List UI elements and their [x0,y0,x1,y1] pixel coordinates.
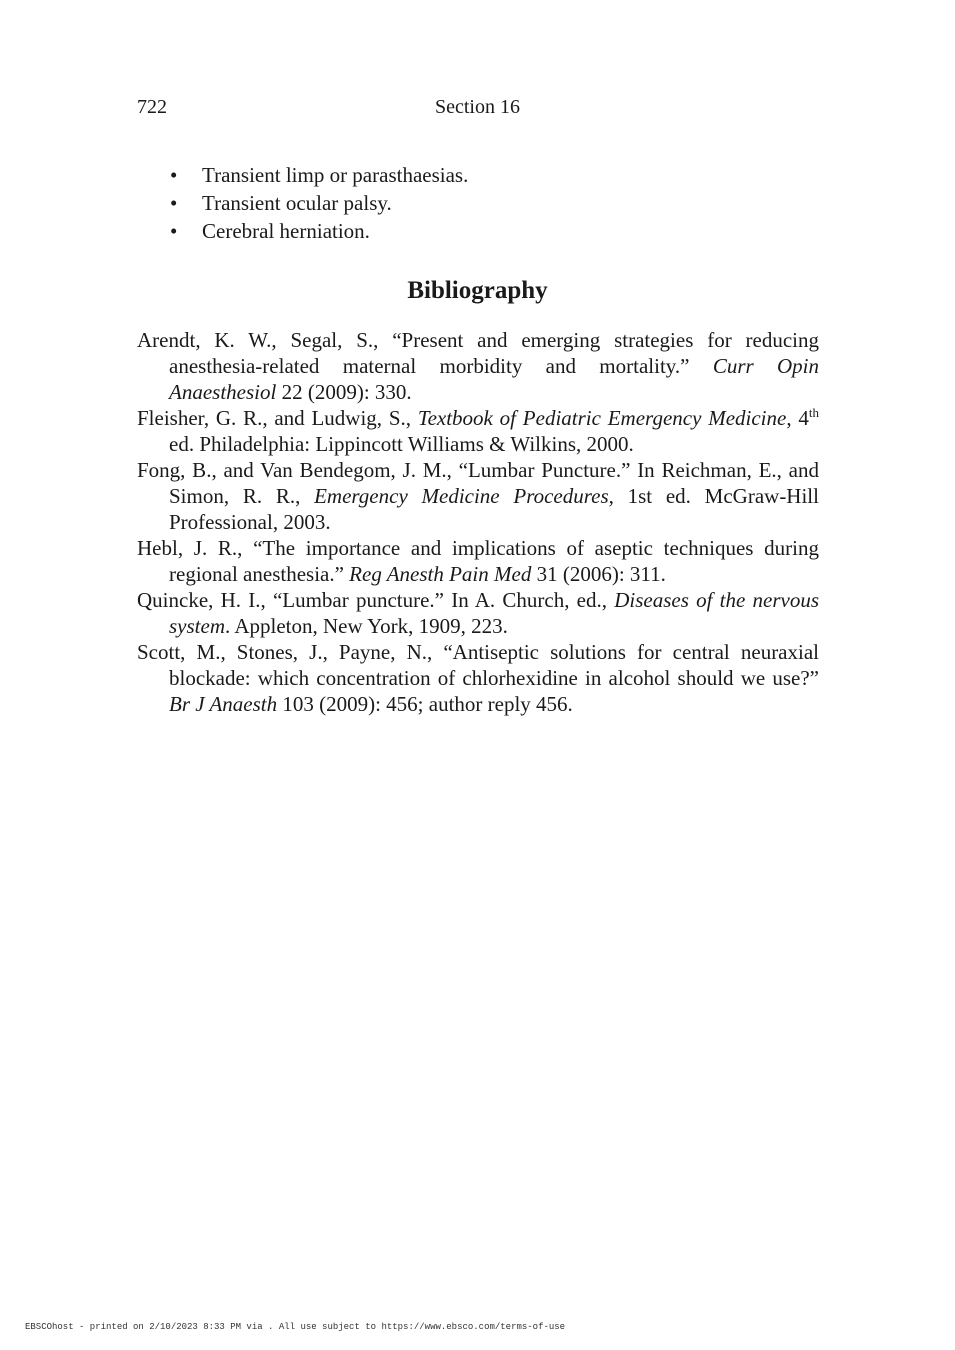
entry-title: Curr Opin Anaesthesiol [169,354,819,404]
entry-text: , 4 [786,406,809,430]
list-item-text: Cerebral herniation. [202,219,370,243]
list-item-text: Transient limp or parasthaesias. [202,163,469,187]
entry-text: Arendt, K. W., Segal, S., “Present and emerging strategies for reducing anesthesia-related maternal morbidity and mortality.” [137,328,819,378]
entry-text: . Appleton, New York, 1909, 223. [225,614,508,638]
bibliography-list [137,327,819,717]
entry-superscript: th [808,405,819,420]
entry-title: Br J Anaesth [169,692,278,716]
bullet-icon: • [170,191,178,215]
entry-text: Scott, M., Stones, J., Payne, N., “Antiseptic solutions for central neuraxial blockade: which concentration of chlorhexidine in alcohol should we use?” [137,640,819,690]
entry-title: Textbook of Pediatric Emergency Medicine [417,406,787,430]
entry-text: 22 (2009): 330. [276,380,412,404]
bibliography-entry [137,327,819,405]
entry-text: 31 (2006): 311. [531,562,666,586]
section-heading: Bibliography [407,277,548,304]
list-item [168,189,468,217]
bullet-icon: • [170,163,178,187]
bullet-list [168,161,468,245]
entry-text: 103 (2009): 456; author reply 456. [277,692,573,716]
entry-title: Emergency Medicine Procedures [314,484,609,508]
list-item [168,161,468,189]
bibliography-entry [137,639,819,717]
running-head: Section 16 [435,96,520,118]
entry-text: Fleisher, G. R., and Ludwig, S., [137,406,418,430]
bibliography-entry [137,535,819,587]
entry-text: , 1st ed. McGraw-Hill Professional, 2003. [169,484,819,534]
entry-text: Fong, B., and Van Bendegom, J. M., “Lumbar Puncture.” In Reichman, E., and Simon, R. R., [137,458,819,508]
list-item-text: Transient ocular palsy. [202,191,392,215]
page-number: 722 [137,96,167,118]
entry-title: Diseases of the nervous system [169,588,819,638]
bibliography-entry [137,405,819,457]
entry-text: Quincke, H. I., “Lumbar puncture.” In A. Church, ed., [137,588,615,612]
print-footer: EBSCOhost - printed on 2/10/2023 8:33 PM via . All use subject to https://www.ebsco.com/terms-of-use [25,1322,566,1332]
entry-title: Reg Anesth Pain Med [349,562,532,586]
entry-text: ed. Philadelphia: Lippincott Williams & Wilkins, 2000. [169,432,634,456]
bullet-icon: • [170,219,178,243]
entry-text: Hebl, J. R., “The importance and implications of aseptic techniques during regional anesthesia.” [137,536,819,586]
bibliography-entry [137,587,819,639]
bibliography-entry [137,457,819,535]
list-item [168,217,468,245]
